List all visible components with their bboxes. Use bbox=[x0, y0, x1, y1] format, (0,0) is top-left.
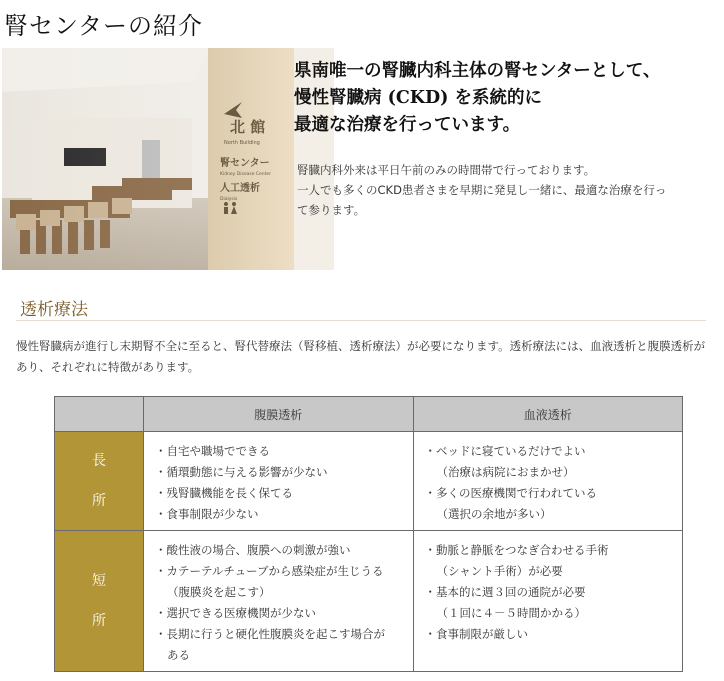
hero-description bbox=[297, 160, 697, 220]
photo-sign-center-en: Kidney Disease Center bbox=[220, 172, 272, 177]
list-item bbox=[155, 441, 406, 462]
row-header-advantages bbox=[55, 432, 144, 531]
list-item-note: （腹膜炎を起こす） bbox=[167, 585, 271, 599]
photo-sign-center: 腎センター bbox=[220, 158, 270, 169]
list-item bbox=[425, 582, 676, 624]
list-item-text: ・カテーテルチューブから感染症が生じうる bbox=[155, 564, 384, 578]
photo-sign-building-en: North Building bbox=[224, 140, 260, 146]
row-header-char: 所 bbox=[92, 613, 106, 629]
list-item bbox=[155, 504, 406, 525]
list-item-note: （１回に４－５時間かかる） bbox=[436, 606, 586, 620]
table-header-row bbox=[55, 397, 683, 432]
column-header-hemo: 血液透析 bbox=[413, 397, 683, 432]
hero-heading bbox=[294, 58, 660, 139]
row-header-disadvantages bbox=[55, 531, 144, 672]
section-intro: 慢性腎臓病が進行し末期腎不全に至ると、腎代替療法（腎移植、透析療法）が必要になります。透析療法には、血液透析と腹膜透析があり、それぞれに特徴があります。 bbox=[16, 339, 706, 374]
section-title: 透析療法 bbox=[20, 300, 88, 320]
list-item-text: ・食事制限が少ない bbox=[155, 507, 259, 521]
row-header-char: 短 bbox=[92, 573, 106, 589]
disadvantages-hemo-cell bbox=[413, 531, 683, 672]
list-item-text: ・動脈と静脈をつなぎ合わせる手術 bbox=[424, 543, 609, 557]
list-item bbox=[155, 483, 406, 504]
list-item bbox=[425, 441, 676, 483]
list-item-text: ・残腎臓機能を長く保てる bbox=[155, 486, 293, 500]
list-item-note: （治療は病院におまかせ） bbox=[436, 465, 575, 479]
list-item bbox=[155, 561, 406, 603]
list-item-note: （シャント手術）が必要 bbox=[436, 564, 563, 578]
table-corner-cell bbox=[55, 397, 144, 432]
list-item-note: （選択の余地が多い） bbox=[436, 507, 552, 521]
list-item-text: ・酸性液の場合、腹膜への刺激が強い bbox=[155, 543, 351, 557]
list-item bbox=[155, 462, 406, 483]
comparison-table bbox=[54, 396, 683, 672]
hero-description-line: 一人でも多くのCKD患者さまを早期に発見し一緒に、最適な治療を行っ bbox=[297, 183, 667, 197]
list-item-note: ある bbox=[167, 648, 190, 662]
list-item-text: ・ベッドに寝ているだけでよい bbox=[424, 444, 586, 458]
table-row-advantages bbox=[55, 432, 683, 531]
section-divider bbox=[16, 320, 706, 321]
list-item-text: ・循環動態に与える影響が少ない bbox=[155, 465, 328, 479]
list-item bbox=[155, 540, 406, 561]
row-header-char: 長 bbox=[92, 453, 106, 469]
advantages-hemo-cell bbox=[413, 432, 683, 531]
hero-heading-line: 県南唯一の腎臓内科主体の腎センターとして、 bbox=[294, 61, 661, 81]
page-title: 腎センターの紹介 bbox=[4, 12, 204, 40]
list-item bbox=[155, 624, 406, 666]
photo-sign-dialysis: 人工透析 bbox=[220, 183, 260, 194]
list-item bbox=[425, 483, 676, 525]
list-item bbox=[155, 603, 406, 624]
list-item-text: ・基本的に週３回の通院が必要 bbox=[424, 585, 586, 599]
hero-heading-line: 最適な治療を行っています。 bbox=[294, 115, 521, 135]
hero-description-line: 腎臓内科外来は平日午前のみの時間帯で行っております。 bbox=[297, 163, 596, 177]
list-item-text: ・自宅や職場でできる bbox=[155, 444, 270, 458]
hero-heading-line: 慢性腎臓病 (CKD) を系統的に bbox=[294, 88, 543, 108]
list-item bbox=[425, 540, 676, 582]
disadvantages-peritoneal-cell bbox=[144, 531, 414, 672]
photo-sign-building: 北 館 bbox=[230, 118, 266, 136]
list-item-text: ・食事制限が厳しい bbox=[424, 627, 528, 641]
hero-description-line: て参ります。 bbox=[297, 203, 366, 217]
table-row-disadvantages bbox=[55, 531, 683, 672]
list-item-text: ・多くの医療機関で行われている bbox=[424, 486, 597, 500]
advantages-peritoneal-cell bbox=[144, 432, 414, 531]
hero-photo bbox=[2, 48, 334, 270]
list-item-text: ・長期に行うと硬化性腹膜炎を起こす場合が bbox=[155, 627, 385, 641]
list-item bbox=[425, 624, 676, 645]
photo-sign-dialysis-en: Dialysis bbox=[220, 197, 238, 202]
column-header-peritoneal: 腹膜透析 bbox=[144, 397, 414, 432]
row-header-char: 所 bbox=[92, 493, 106, 509]
list-item-text: ・選択できる医療機関が少ない bbox=[155, 606, 316, 620]
